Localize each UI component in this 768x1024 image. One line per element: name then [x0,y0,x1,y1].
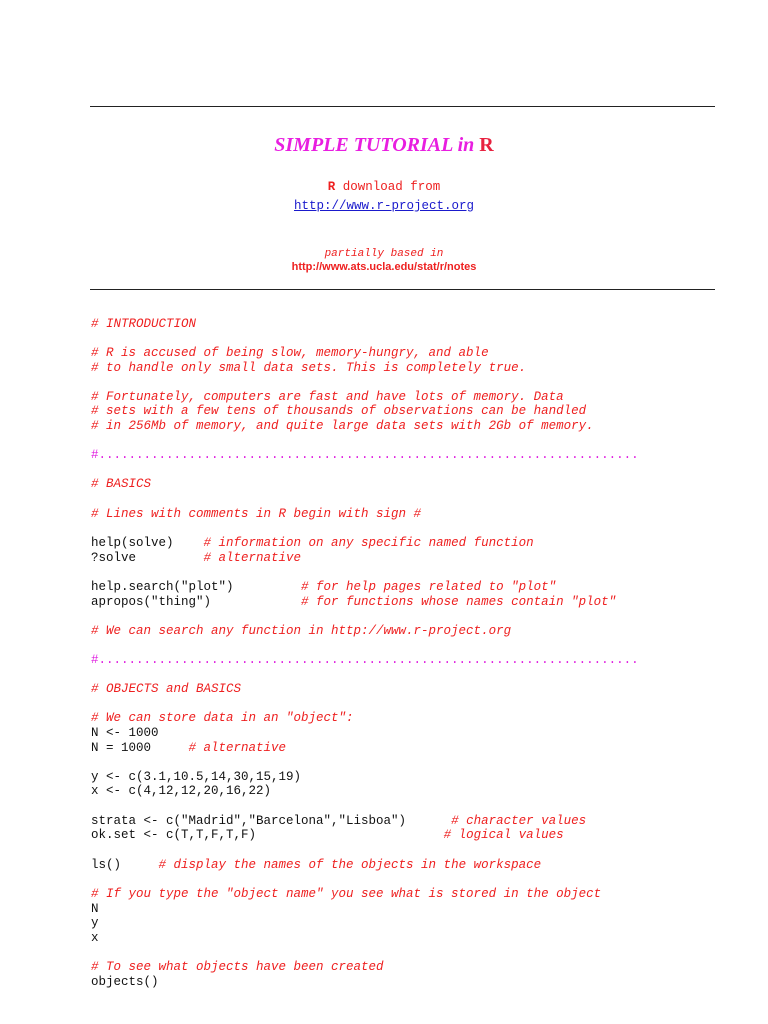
code-statement: help(solve) [91,536,204,550]
code-line [91,507,421,522]
code-comment: # display the names of the objects in the workspace [158,858,542,872]
code-statement: help.search("plot") [91,580,302,594]
code-comment: # in 256Mb of memory, and quite large data sets with 2Gb of memory. [91,419,594,433]
code-line [91,902,99,917]
code-line [91,770,301,785]
code-line [91,931,99,946]
code-line [91,419,594,434]
section-separator: #........................................................................ [91,653,639,667]
code-line [91,580,556,595]
code-comment: # character values [451,814,587,828]
code-comment: # Lines with comments in R begin with sign # [91,507,422,521]
code-statement: strata <- c("Madrid","Barcelona","Lisboa") [91,814,452,828]
code-line [91,551,301,566]
code-comment: # To see what objects have been created [91,960,384,974]
code-line [91,595,616,610]
code-line [91,653,639,668]
code-line [91,361,526,376]
title-text: SIMPLE TUTORIAL in [274,134,475,156]
code-line [91,975,159,990]
code-line [91,916,99,931]
code-line [91,317,196,332]
code-statement: N [91,902,99,916]
based-text: partially based in [324,248,444,260]
code-comment: # We can search any function in http://www.r-project.org [91,624,512,638]
code-line [91,390,564,405]
code-comment: # information on any specific named function [203,536,534,550]
code-line [91,784,271,799]
code-statement: x <- c(4,12,12,20,16,22) [91,784,272,798]
code-line [91,682,241,697]
code-comment: # for functions whose names contain "plot" [301,595,617,609]
code-comment: # OBJECTS and BASICS [91,682,242,696]
code-comment: # for help pages related to "plot" [301,580,557,594]
code-line [91,887,601,902]
code-comment: # We can store data in an "object": [91,711,354,725]
code-statement: ?solve [91,551,204,565]
title-r: R [479,134,494,156]
code-line [91,711,354,726]
section-separator: #........................................................................ [91,448,639,462]
download-link-row [0,196,768,214]
code-line [91,960,384,975]
code-comment: # If you type the "object name" you see what is stored in the object [91,887,602,901]
code-comment: # logical values [443,828,564,842]
code-comment: # R is accused of being slow, memory-hungry, and able [91,346,489,360]
code-comment: # alternative [203,551,302,565]
code-line [91,346,489,361]
code-comment: # Fortunately, computers are fast and have lots of memory. Data [91,390,564,404]
code-comment: # to handle only small data sets. This is completely true. [91,361,527,375]
code-comment: # BASICS [91,477,152,491]
code-line [91,404,586,419]
code-statement: y <- c(3.1,10.5,14,30,15,19) [91,770,302,784]
code-statement: N = 1000 [91,741,189,755]
code-line [91,477,151,492]
code-line [91,448,639,463]
header-bottom-rule [90,289,715,290]
download-r: R [327,180,336,194]
code-statement: apropos("thing") [91,595,302,609]
top-rule [90,106,715,107]
download-line [0,180,768,194]
code-line [91,536,534,551]
code-line [91,726,159,741]
code-statement: objects() [91,975,159,989]
code-statement: ls() [91,858,159,872]
code-statement: N <- 1000 [91,726,159,740]
code-comment: # sets with a few tens of thousands of observations can be handled [91,404,587,418]
code-line [91,858,541,873]
code-comment: # INTRODUCTION [91,317,197,331]
code-line [91,828,564,843]
code-line [91,741,286,756]
based-url: http://www.ats.ucla.edu/stat/r/notes [291,261,477,273]
code-line [91,814,586,829]
code-statement: y [91,916,99,930]
code-line [91,624,511,639]
code-statement: ok.set <- c(T,T,F,T,F) [91,828,444,842]
code-comment: # alternative [188,741,287,755]
r-project-link[interactable]: http://www.r-project.org [293,199,475,213]
download-text: download from [335,180,441,194]
code-statement: x [91,931,99,945]
page-title [0,134,768,157]
